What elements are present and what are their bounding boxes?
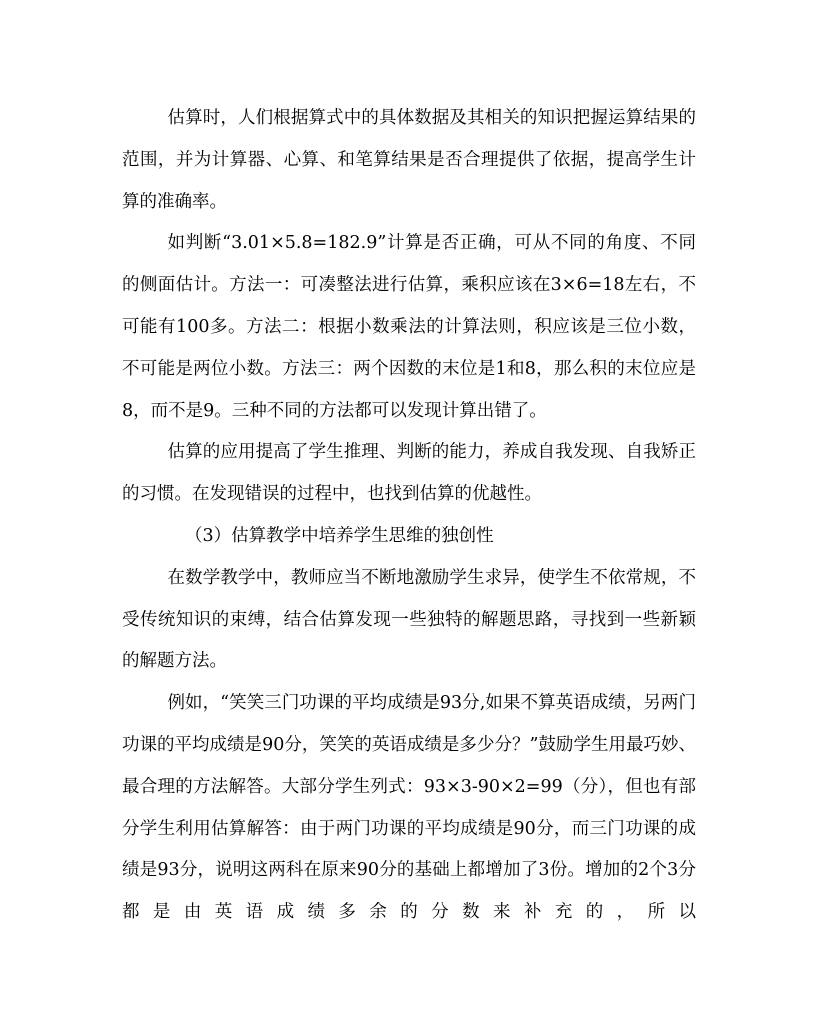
paragraph-estimation-benefit: 估算的应用提高了学生推理、判断的能力，养成自我发现、自我矫正的习惯。在发现错误的过程中，也找到估算的优越性。 [122, 442, 696, 505]
section-heading-originality: （3）估算教学中培养学生思维的独创性 [185, 525, 494, 546]
paragraph-judgement-example: 如判断“3.01×5.8=182.9”计算是否正确，可从不同的角度、不同的侧面估计。方法一：可凑整法进行估算，乘积应该在3×6=18左右，不可能有100多。方法二：根据小数乘法的计算法则，积应该是三位小数，不可能是两位小数。方法三：两个因数的末位是1和8，那么积的末位应是8，而不是9。三种不同的方法都可以发现计算出错了。 [122, 233, 696, 421]
paragraph-teaching-approach: 在数学教学中，教师应当不断地激励学生求异，使学生不依常规，不受传统知识的束缚，结合估算发现一些独特的解题思路，寻找到一些新颖的解题方法。 [122, 567, 696, 672]
document-body [122, 98, 696, 934]
paragraph-score-example: 例如，“笑笑三门功课的平均成绩是93分,如果不算英语成绩，另两门功课的平均成绩是90分，笑笑的英语成绩是多少分？”鼓励学生用最巧妙、最合理的方法解答。大部分学生列式：93×3-90×2=99（分），但也有部分学生利用估算解答：由于两门功课的平均成绩是90分，而三门功课的成绩是93分，说明这两科在原来90分的基础上都增加了3份。增加的2个3分都是由英语成绩多余的分数来补充的，所以 [122, 693, 696, 923]
paragraph-estimation-intro: 估算时，人们根据算式中的具体数据及其相关的知识把握运算结果的范围，并为计算器、心算、和笔算结果是否合理提供了依据，提高学生计算的准确率。 [122, 108, 696, 212]
